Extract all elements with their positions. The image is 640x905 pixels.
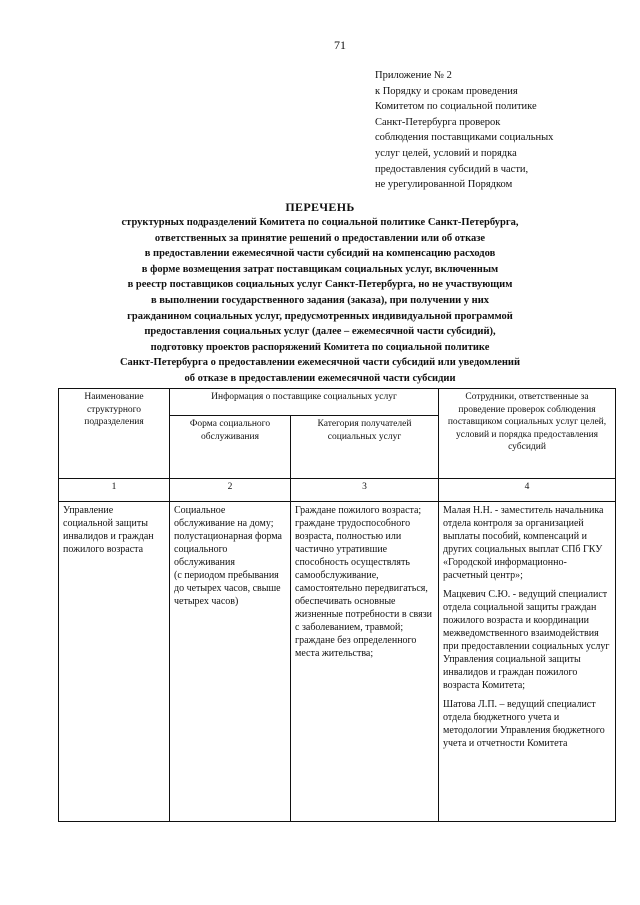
cell-service-form [170, 502, 291, 822]
subtitle-line: в форме возмещения затрат поставщикам социальных услуг, включенным [141, 263, 499, 275]
header-employees: Сотрудники, ответственные за проведение проверок соблюдения поставщиком социальных услуг целей, условий и порядка предоставления субсидий [439, 389, 616, 479]
header-provider-info: Информация о поставщике социальных услуг [170, 389, 439, 416]
header-service-form: Форма социального обслуживания [170, 416, 291, 479]
document-title: ПЕРЕЧЕНЬ [285, 200, 355, 214]
cell-employees [439, 502, 616, 822]
appendix-line: Санкт-Петербурга проверок [375, 116, 501, 128]
header-recipient-category: Категория получателей социальных услуг [291, 416, 439, 479]
subtitle-line: подготовку проектов распоряжений Комитета по социальной политике [150, 341, 490, 353]
subtitle-line: предоставления социальных услуг (далее – ежемесячной части субсидий), [144, 326, 496, 338]
subtitle-line: Санкт-Петербурга о предоставлении ежемесячной части субсидий или уведомлений [119, 357, 521, 369]
page-number: 71 [334, 38, 346, 52]
employee-entry: Малая Н.Н. - заместитель начальника отдела контроля за организацией выплаты пособий, компенсаций и других социальных выплат СПб ГКУ «Городской информационно-расчетный центр»; [443, 505, 604, 581]
appendix-line: услуг целей, условий и порядка [375, 147, 517, 159]
appendix-line: соблюдения поставщиками социальных [375, 132, 554, 144]
responsibility-table [58, 388, 616, 822]
column-number: 3 [291, 479, 439, 502]
subtitle-line: гражданином социальных услуг, предусмотренных индивидуальной программой [127, 310, 513, 322]
cell-recipient-category: Граждане пожилого возраста; граждане трудоспособного возраста, полностью или частично утратившие способность осуществлять самообслуживание, самостоятельно передвигаться, обеспечивать основные жизненные потребности в связи с заболеванием, травмой; граждане без определенного места жительства; [291, 502, 439, 822]
appendix-line: к Порядку и срокам проведения [375, 85, 518, 97]
subtitle-line: в реестр поставщиков социальных услуг Санкт-Петербурга, но не участвующим [127, 279, 513, 291]
service-form-period: (с периодом пребывания до четырех часов, свыше четырех часов) [174, 570, 281, 607]
appendix-line: Комитетом по социальной политике [375, 101, 537, 113]
appendix-line: Приложение № 2 [375, 70, 452, 81]
document-subtitle [60, 215, 580, 387]
employee-entry: Шатова Л.П. – ведущий специалист отдела бюджетного учета и методологии Управления бюджетного учета и отчетности Комитета [443, 699, 605, 749]
subtitle-line: об отказе в предоставлении ежемесячной части субсидии [184, 372, 456, 384]
column-number: 1 [59, 479, 170, 502]
appendix-line: не урегулированной Порядком [375, 179, 513, 191]
table-row [59, 502, 616, 822]
subtitle-line: в предоставлении ежемесячной части субсидий на компенсацию расходов [144, 248, 496, 260]
subtitle-line: ответственных за принятие решений о предоставлении или об отказе [154, 232, 486, 244]
subtitle-line: в выполнении государственного задания (заказа), при получении у них [150, 294, 490, 306]
subtitle-line: структурных подразделений Комитета по социальной политике Санкт-Петербурга, [121, 217, 519, 228]
service-form-text: Социальное обслуживание на дому; полустационарная форма социального обслуживания [174, 505, 282, 568]
employee-entry: Мацкевич С.Ю. - ведущий специалист отдела социальной защиты граждан пожилого возраста и координации межведомственного взаимодействия при предоставлении социальных услуг Управления социальной защиты инвалидов и граждан пожилого возраста Комитета; [443, 589, 610, 691]
column-number: 4 [439, 479, 616, 502]
appendix-note [375, 68, 615, 193]
appendix-line: предоставления субсидий в части, [375, 163, 529, 175]
cell-department: Управление социальной защиты инвалидов и граждан пожилого возраста [59, 502, 170, 822]
header-department: Наименование структурного подразделения [59, 389, 170, 479]
column-number: 2 [170, 479, 291, 502]
